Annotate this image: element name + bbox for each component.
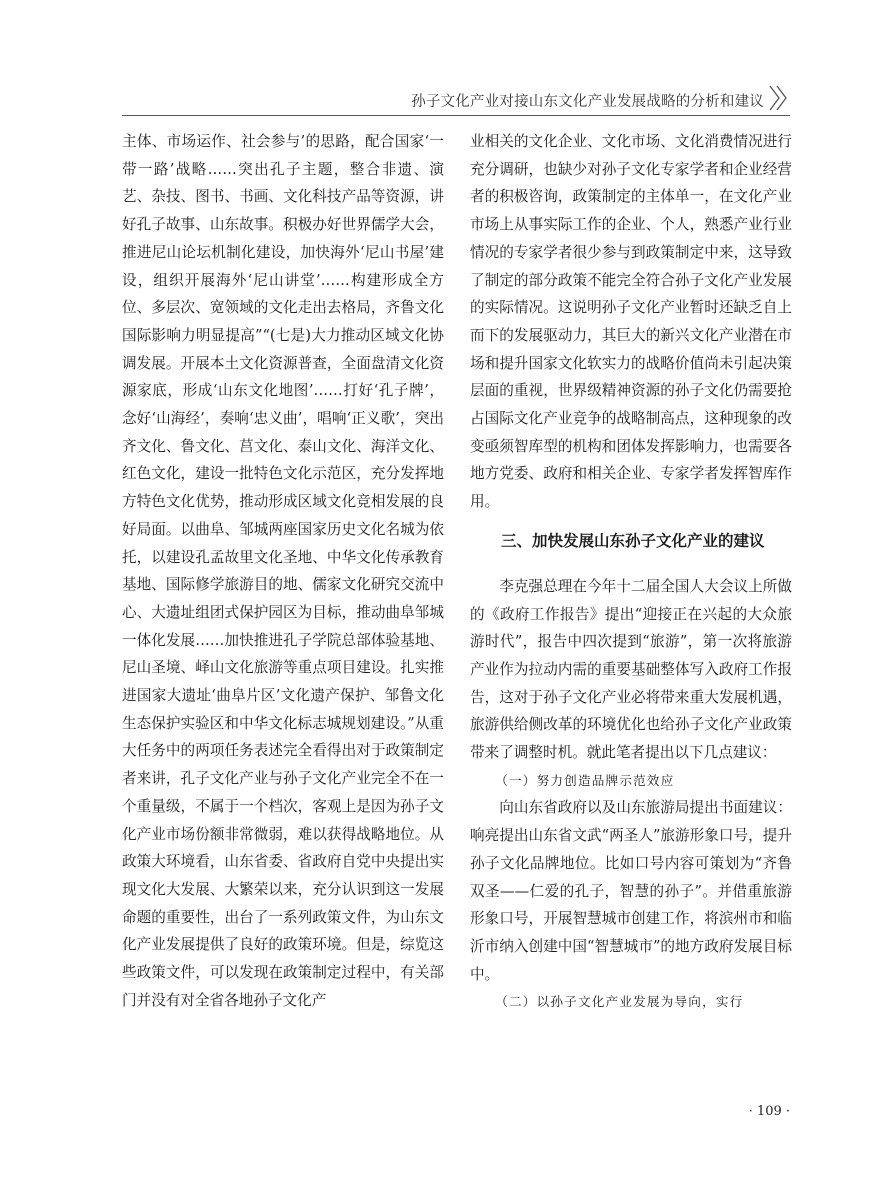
right-column (470, 128, 792, 1016)
section-heading: 三、加快发展山东孙子文化产业的建议 (501, 531, 765, 550)
body-paragraph: 李克强总理在今年十二届全国人大会议上所做的《政府工作报告》提出“迎接正在兴起的大众旅游时代”，报告中四次提到“旅游”，第一次将旅游产业作为拉动内需的重要基础整体写入政府工作报告，这对于孙子文化产业必将带来重大发展机遇，旅游供给侧改革的环境优化也给孙子文化产业政策带来了调整时机。就此笔者提出以下几点建议： (470, 577, 792, 762)
sub-heading: （二）以孙子文化产业发展为导向，实行 (495, 994, 744, 1010)
sub-heading: （一）努力创造品牌示范效应 (495, 772, 675, 788)
body-paragraph: 主体、市场运作、社会参与’的思路，配合国家‘一带一路’战略……突出孔子主题，整合非遗、演艺、杂技、图书、书画、文化科技产品等资源，讲好孔子故事、山东故事。积极办好世界儒学大会，推进尼山论坛机制化建设，加快海外‘尼山书屋’建设，组织开展海外‘尼山讲堂’……构建形成全方位、多层次、宽领域的文化走出去格局，齐鲁文化国际影响力明显提高”“(七是)大力推动区域文化协调发展。开展本土文化资源普查，全面盘清文化资源家底，形成‘山东文化地图’……打好‘孔子牌’，念好‘山海经’，奏响‘忠义曲’，唱响‘正义歌’，突出齐文化、鲁文化、莒文化、泰山文化、海洋文化、红色文化，建设一批特色文化示范区，充分发挥地方特色文化优势，推动形成区域文化竞相发展的良好局面。以曲阜、邹城两座国家历史文化名城为依托，以建设孔孟故里文化圣地、中华文化传承教育基地、国际修学旅游目的地、儒家文化研究交流中心、大遗址组团式保护园区为目标，推动曲阜邹城一体化发展……加快推进孔子学院总部体验基地、尼山圣境、峄山文化旅游等重点项目建设。扎实推进国家大遗址‘曲阜片区’文化遗产保护、邹鲁文化生态保护实验区和中华文化标志城规划建设。”从重大任务中的两项任务表述完全看得出对于政策制定者来讲，孔子文化产业与孙子文化产业完全不在一个重量级，不属于一个档次，客观上是因为孙子文化产业市场份额非常微弱，难以获得战略地位。从政策大环境看，山东省委、省政府自党中央提出实现文化大发展、大繁荣以来，充分认识到这一发展命题的重要性，出台了一系列政策文件，为山东文化产业发展提供了良好的政策环境。但是，综览这些政策文件，可以发现在政策制定过程中，有关部门并没有对全省各地孙子文化产 (122, 133, 444, 1009)
header-rule (122, 115, 790, 116)
page-number: · 109 · (748, 1104, 790, 1119)
running-header (122, 82, 790, 116)
body-paragraph: 业相关的文化企业、文化市场、文化消费情况进行充分调研，也缺少对孙子文化专家学者和企业经营者的积极咨询，政策制定的主体单一，在文化产业市场上从事实际工作的企业、个人，熟悉产业行业情况的专家学者很少参与到政策制定中来，这导致了制定的部分政策不能完全符合孙子文化产业发展的实际情况。这说明孙子文化产业暂时还缺乏自上而下的发展驱动力，其巨大的新兴文化产业潜在市场和提升国家文化软实力的战略价值尚未引起决策层面的重视，世界级精神资源的孙子文化仍需要抢占国际文化产业竞争的战略制高点，这种现象的改变亟须智库型的机构和团体发挥影响力，也需要各地方党委、政府和相关企业、专家学者发挥智库作用。 (470, 133, 792, 511)
left-column (122, 128, 444, 1015)
running-title: 孙子文化产业对接山东文化产业发展战略的分析和建议 (411, 94, 764, 110)
double-chevron-right-icon (766, 83, 790, 113)
body-paragraph: 向山东省政府以及山东旅游局提出书面建议：响亮提出山东省文武“两圣人”旅游形象口号，提升孙子文化品牌地位。比如口号内容可策划为“齐鲁双圣——仁爱的孔子，智慧的孙子”。并借重旅游形象口号，开展智慧城市创建工作，将滨州市和临沂市纳入创建中国“智慧城市”的地方政府发展目标中。 (470, 799, 792, 983)
